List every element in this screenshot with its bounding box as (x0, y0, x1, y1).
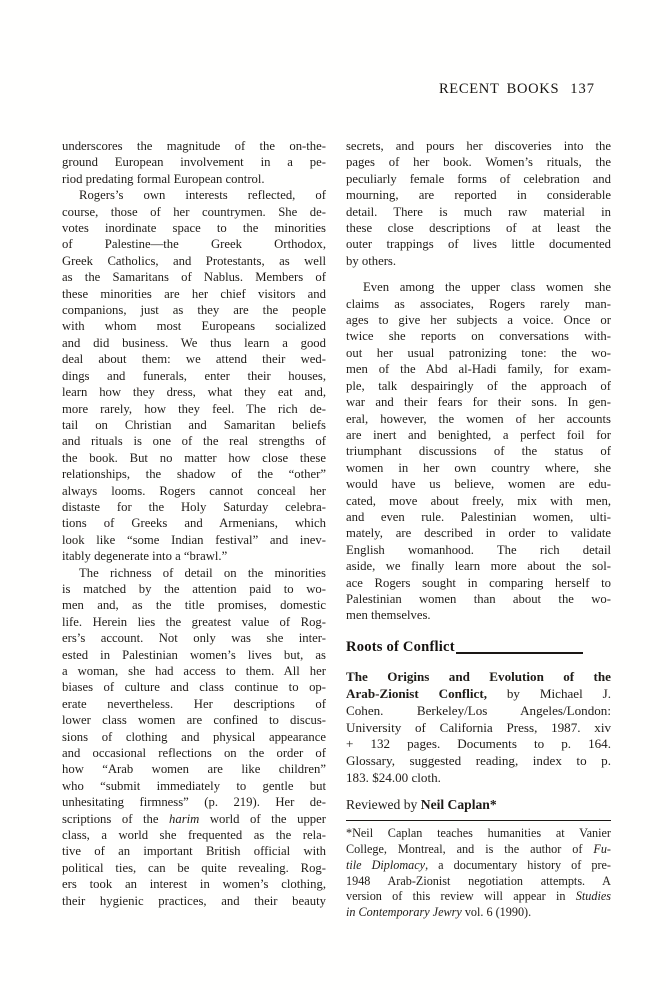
text-line: distaste for the Holy Saturday celebra- (62, 499, 326, 514)
left-column (62, 138, 326, 909)
text-line: these minorities are her chief visitors and (62, 286, 326, 301)
text-line: always looms. Rogers cannot conceal her (62, 483, 326, 498)
text-line: ers took an interest in women’s clothing, (62, 877, 326, 892)
text-line: how “Arab women are like children” (62, 762, 326, 777)
text-line: underscores the magnitude of the on-the- (62, 139, 326, 153)
text-line: Even among the upper class women she (363, 280, 611, 295)
text-line: scriptions of the harim world of the upper (62, 811, 326, 826)
text-line: and rituals is one of the real strengths of (62, 434, 326, 449)
running-header (0, 81, 595, 98)
text-line: College, Montreal, and is the author of Fu- (346, 841, 611, 856)
text-line: aside, we finally learn more about the sol- (346, 559, 611, 574)
text-line: pages of her book. Women’s rituals, the (346, 155, 611, 170)
text-line: deal about them: we attend their wed- (62, 352, 326, 367)
text-line: cated, move about freely, mix with men, (346, 493, 611, 508)
text-line: men and, as the title promises, domestic (62, 598, 326, 613)
text-line: unhesitating firmness” (p. 219). Her de- (62, 795, 326, 810)
text-line: tive of an important British official with (62, 844, 326, 859)
text-line: secrets, and pours her discoveries into the (346, 139, 611, 153)
running-header-section: RECENT BOOKS (438, 81, 560, 97)
reviewer-line (346, 796, 611, 813)
text-line: look like “some Indian festival” and inev- (62, 532, 326, 547)
text-line: are inert and benighted, a perfect foil for (346, 427, 611, 442)
reviewer-name: Neil Caplan* (420, 797, 497, 813)
text-line: erate nevertheless. Her descriptions of (62, 696, 326, 711)
text-line: peculiarly female forms of celebration and (346, 171, 611, 186)
right-column (346, 138, 611, 921)
text-line: companions, just as they are the people (62, 303, 326, 318)
reviewer-footnote (346, 826, 611, 921)
text-line: *Neil Caplan teaches humanities at Vanier (346, 826, 611, 841)
text-line: as the Samaritans of Nablus. Members of (62, 270, 326, 285)
text-line: and did business. We thus learn a good (62, 335, 326, 350)
text-line: triumphant discussions of the status of (346, 444, 611, 459)
text-line: learn how they dress, what they eat and, (62, 385, 326, 400)
text-line: relationships, the shadow of the “other” (62, 467, 326, 482)
text-line: Cohen. Berkeley/Los Angeles/London: (346, 702, 611, 718)
section-heading (346, 637, 611, 656)
text-line: women in her own country where, she (346, 460, 611, 475)
section-heading-text: Roots of Conflict (346, 638, 455, 655)
text-line: sions of clothing and physical appearance (62, 729, 326, 744)
text-line: itably degenerate into a “brawl.” (62, 549, 228, 564)
text-line: the book. But no matter how close these (62, 450, 326, 465)
text-line: dings and funerals, enter their houses, (62, 368, 326, 383)
text-line: outer trappings of lives little documented (346, 237, 611, 252)
text-line: a woman, she had access to them. All her (62, 664, 326, 678)
section-heading-rule (456, 652, 583, 654)
text-line: tile Diplomacy, a documentary history of pre- (346, 857, 611, 872)
text-line: by others. (346, 253, 397, 268)
review-continuation-text (346, 138, 611, 624)
text-line: ace Rogers sought in comparing herself to (346, 575, 611, 590)
text-line: Greek Catholics, and Protestants, as well (62, 253, 326, 268)
text-line: University of California Press, 1987. xiv (346, 719, 611, 735)
text-line: these close descriptions of at least the (346, 221, 611, 236)
text-line: Arab-Zionist Conflict, by Michael J. (346, 685, 611, 701)
text-line: ers’s account. Not only was she inter- (62, 631, 326, 646)
book-citation (346, 669, 611, 787)
text-line: would have us believe, women are edu- (346, 477, 611, 492)
text-line: their hygienic practices, and their beauty (62, 893, 326, 908)
text-line: political ties, can be quite revealing. Rog- (62, 860, 326, 875)
text-line: biases of culture and class continue to op- (62, 680, 326, 695)
text-line: more rarely, how they feel. The rich de- (62, 401, 326, 416)
text-line: tions of Greeks and Armenians, which (62, 516, 326, 531)
text-line: Rogers’s own interests reflected, of (79, 188, 326, 203)
text-line: life. Herein lies the greatest value of Rog- (62, 614, 326, 629)
text-line: Glossary, suggested reading, index to p. (346, 753, 611, 769)
text-line: ground European involvement in a pe- (62, 155, 326, 170)
text-line: + 132 pages. Documents to p. 164. (346, 736, 611, 752)
text-line: riod predating formal European control. (62, 171, 265, 186)
reviewer-prefix: Reviewed by (346, 797, 421, 813)
text-line: class, a world she frequented as the rela- (62, 828, 326, 843)
text-line: version of this review will appear in Studies (346, 889, 611, 904)
text-line: votes inordinate space to the minorities (62, 221, 326, 236)
text-line: out her usual patronizing tone: the wo- (346, 345, 611, 360)
text-line: men themselves. (346, 608, 431, 623)
text-line: mately, are described in order to validate (346, 526, 611, 541)
text-line: is matched by the attention paid to wo- (62, 581, 326, 596)
text-line: 183. $24.00 cloth. (346, 770, 441, 786)
text-line: English womanhood. The rich detail (346, 542, 611, 557)
text-line: course, those of her countrymen. She de- (62, 204, 326, 219)
text-line: The Origins and Evolution of the (346, 668, 611, 684)
text-line: of Palestine—the Greek Orthodox, (62, 237, 326, 252)
text-line: ple, talk despairingly of the approach of (346, 378, 611, 393)
text-line: twice she reports on conversations with- (346, 329, 611, 344)
text-line: Palestinian women than about the wo- (346, 591, 611, 606)
text-line: eral, however, the women of her accounts (346, 411, 611, 426)
page-number: 137 (570, 81, 595, 97)
text-line: The richness of detail on the minorities (79, 565, 326, 580)
text-line: with whom most Europeans socialized (62, 319, 326, 334)
text-line: war and their fears for their sons. In gen- (346, 395, 611, 410)
text-line: men of the Abd al-Hadi family, for exam- (346, 362, 611, 377)
text-line: who “submit immediately to gentle but (62, 778, 326, 793)
text-line: and occasional reflections on the order of (62, 746, 326, 761)
text-line: ages to give her subjects a voice. Once or (346, 313, 611, 328)
text-line: tail on Christian and Samaritan beliefs (62, 417, 326, 432)
text-line: in Contemporary Jewry vol. 6 (1990). (346, 905, 532, 920)
text-line: detail. There is much raw material in (346, 204, 611, 219)
text-line: 1948 Arab-Zionist negotiation attempts. A (346, 873, 611, 888)
text-line: and even rule. Palestinian women, ulti- (346, 509, 611, 524)
footnote-rule (346, 820, 611, 821)
text-line: mourning, are reported in considerable (346, 188, 611, 203)
text-line: claims as associates, Rogers rarely man- (346, 296, 611, 311)
text-line: lower class women are confined to discus- (62, 713, 326, 728)
text-line: ested in Palestinian women’s lives but, as (62, 647, 326, 662)
